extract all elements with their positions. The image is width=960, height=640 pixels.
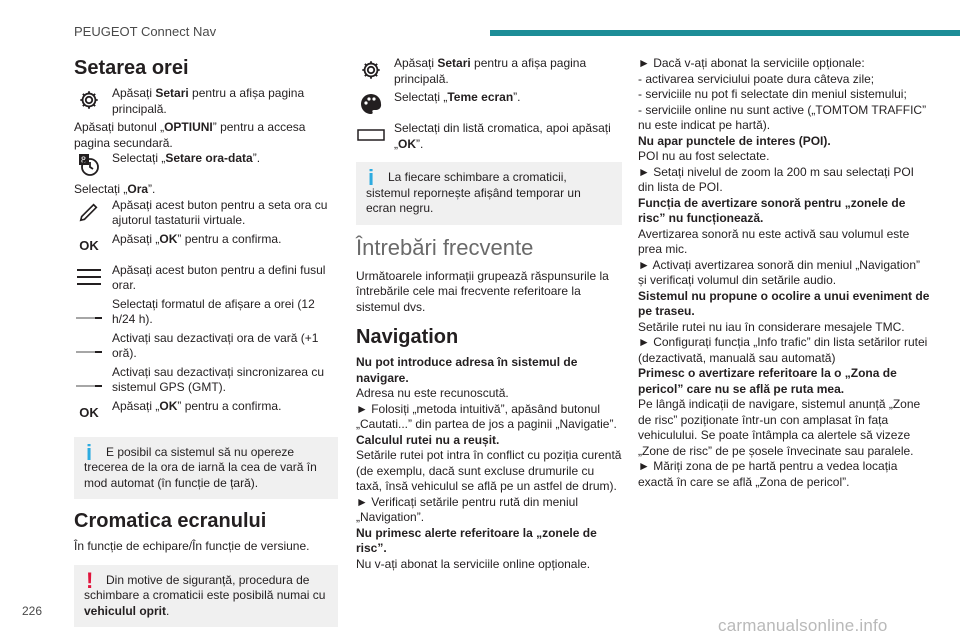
step-settings-2: Apăsați Setari pentru a afișa pagina principală. xyxy=(356,56,622,87)
step-format: Selectați formatul de afișare a orei (12 h/24 h). xyxy=(74,297,338,328)
step-settings: Apăsați Setari pentru a afișa pagina principală. xyxy=(74,86,338,117)
column-3: ► Dacă v-ați abonat la serviciile opționale: - activarea serviciului poate dura câteva zile; - serviciile nu pot fi selectate din meniul sistemului; - serviciile online nu sunt active („TOMTOM TRAFFIC” nu este indicat pe hartă). Nu apar punctele de interes (POI). POI nu au fost selectate. ► Setați nivelul de zoom la 200 m sau selectați POI din lista de POI. Funcția de avertizare sonoră pentru „zonele de risc” nu funcționează. Avertizarea sonoră nu este activă sau volumul este prea mic. ► Activați avertizarea sonoră din meniul „Navigation” și verificați volumul din setările audio. Sistemul nu propune o ocolire a unui eveniment de pe traseu. Setările rutei nu iau în considerare mesajele TMC. ► Configurați funcția „Info trafic” din lista setărilor rutei (dezactivată, manuală sau automată) Primesc o avertizare referitoare la o „Zona de pericol” care nu se află pe ruta mea. Pe lângă indicații de navigare, sistemul anunță „Zone de risc” poziționate într-un con amplasat în fața vehiculului. Se poate întâmpla ca alertele să vizeze „Zone de risc” de pe șosele învecinate sau paralele. ► Măriți zona de pe hartă pentru a vedea locația exactă în care se află „Zona de pericol”. xyxy=(638,56,930,489)
options-line: Apăsați butonul „OPTIUNI” pentru a accesa pagina secundară. xyxy=(74,120,306,150)
header-accent-bar xyxy=(490,30,960,36)
step-timezone: Apăsați acest buton pentru a defini fusul orar. xyxy=(74,263,338,294)
info-note: i E posibil ca sistemul să nu opereze trecerea de la ora de iarnă la cea de vară în mod automat (în funcție de țară). xyxy=(74,437,338,500)
section-title-navigation: Navigation xyxy=(356,326,459,348)
column-1: Setarea orei Apăsați Setari pentru a afișa pagina principală. Apăsați butonul „OPTIUNI” pentru a accesa pagina secundară. 8 Selectați „Setare ora-data”. Selectați „Ora”. Apăsați acest buton pentru a seta ora cu ajutorul tastaturii virtuale. OK Apăsați „OK” pentru a confirma. Apăsați acest buton pentru a defini fusul orar. Selectați formatul de afișare a orei (12 h/24 h). Activați sau dezactivați ora de vară (+1 oră). Activați sau dezactivați sincronizarea cu sistemul GPS (GMT). OK Apăsați „OK” pentru a confirma. i E posibil ca sistemul să nu opereze trecerea de la ora de iarnă la cea de vară în mod automat (în funcție de țară). Cromatica ecranului În funcție de echipare/În funcție de versiune. ! Din motive de siguranță, procedura de schimbare a cromaticii este posibilă numai cu vehiculul oprit. xyxy=(74,56,338,637)
header-title: PEUGEOT Connect Nav xyxy=(74,24,217,39)
pencil-icon xyxy=(74,198,104,226)
toggle-line-icon xyxy=(74,331,104,359)
step-dst: Activați sau dezactivați ora de vară (+1 oră). xyxy=(74,331,338,362)
palette-icon xyxy=(356,90,386,118)
page-number: 226 xyxy=(22,604,43,618)
column-2: Apăsați Setari pentru a afișa pagina principală. Selectați „Teme ecran”. Selectați din listă cromatica, apoi apăsați „OK”. i La fiecare schimbare a cromaticii, sistemul repornește afișând temporar un ecran negru. Întrebări frecvente Următoarele informații grupează răspunsurile la întrebările cele mai frecvente referitoare la sistemul dvs. Navigation Nu pot introduce adresa în sistemul de navigare. Adresa nu este recunoscută. ► Folosiți „metoda intuitivă”, apăsând butonul „Cautati...” din partea de jos a paginii „Navigatie”. Calculul rutei nu a reușit. Setările rutei pot intra în conflict cu poziția curentă (de exemplu, dacă sunt excluse drumurile cu taxă, însă vehiculul se află pe un astfel de drum). ► Verificați setările pentru rută din meniul „Navigation”. Nu primesc alerte referitoare la „zonele de risc”. Nu v-ați abonat la serviciile online opționale. xyxy=(356,56,622,571)
hour-line: Selectați „Ora”. xyxy=(74,182,156,196)
list-line-icon xyxy=(356,121,386,149)
ok-button-icon: OK xyxy=(79,237,99,253)
svg-text:8: 8 xyxy=(81,155,87,165)
info-icon: i xyxy=(368,165,375,190)
step-time-date: 8 Selectați „Setare ora-data”. xyxy=(74,151,338,179)
step-select-theme: Selectați din listă cromatica, apoi apăsați „OK”. xyxy=(356,121,622,152)
step-themes: Selectați „Teme ecran”. xyxy=(356,90,622,118)
gear-icon xyxy=(74,86,104,114)
section-title-time: Setarea orei xyxy=(74,57,189,79)
watermark: carmanualsonline.info xyxy=(718,616,888,635)
step-ok-2: OK Apăsați „OK” pentru a confirma. xyxy=(74,399,338,427)
clock-icon xyxy=(74,151,104,179)
menu-icon xyxy=(74,263,104,291)
warning-icon: ! xyxy=(86,567,94,593)
ok-button-icon: OK xyxy=(79,404,99,420)
warning-note: ! Din motive de siguranță, procedura de schimbare a cromaticii este posibilă numai cu vehiculul oprit. xyxy=(74,565,338,628)
step-gps: Activați sau dezactivați sincronizarea cu sistemul GPS (GMT). xyxy=(74,365,338,396)
toggle-line-icon xyxy=(74,297,104,325)
toggle-line-icon xyxy=(74,365,104,393)
section-title-faq: Întrebări frecvente xyxy=(356,234,534,260)
step-keyboard: Apăsați acest buton pentru a seta ora cu ajutorul tastaturii virtuale. xyxy=(74,198,338,229)
info-icon: i xyxy=(86,439,93,465)
gear-icon xyxy=(356,56,386,84)
section-title-display: Cromatica ecranului xyxy=(74,510,267,532)
step-ok-1: OK Apăsați „OK” pentru a confirma. xyxy=(74,232,338,260)
info-note-2: i La fiecare schimbare a cromaticii, sistemul repornește afișând temporar un ecran negru. xyxy=(356,162,622,225)
